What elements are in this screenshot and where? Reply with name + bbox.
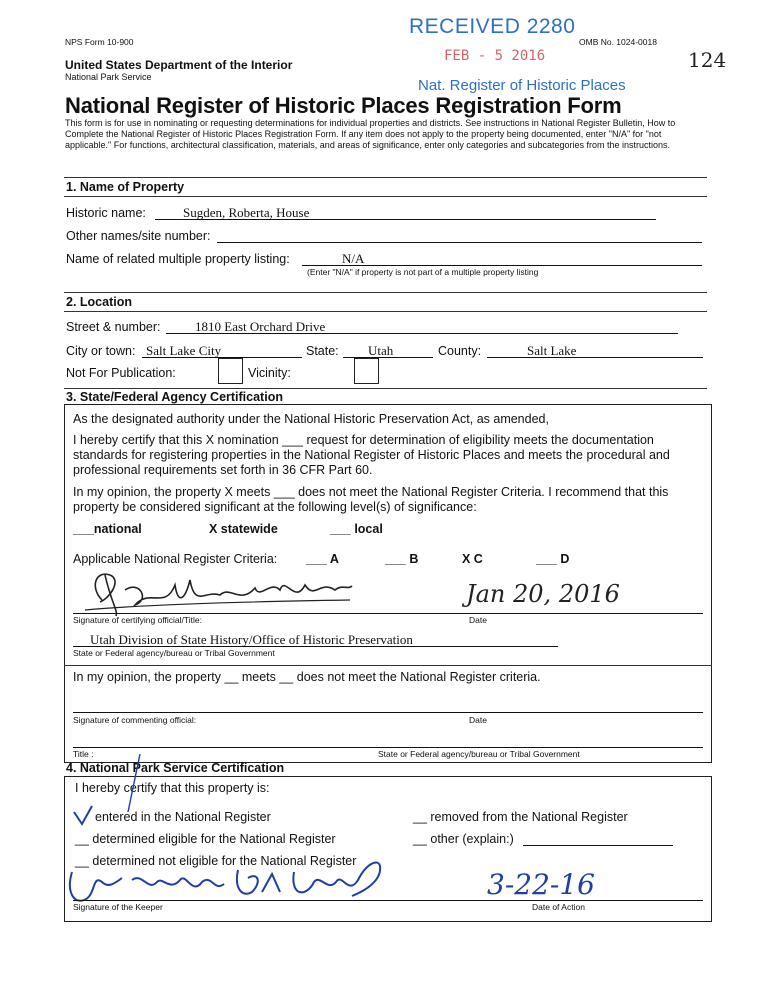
register-stamp: Nat. Register of Historic Places [418,77,626,94]
street-label: Street & number: [66,320,161,334]
criteria-a[interactable]: ___ A [306,552,339,566]
vicinity-label: Vicinity: [248,366,291,380]
historic-name-label: Historic name: [66,206,146,220]
county-label: County: [438,344,482,358]
certifying-signature-line [73,613,703,614]
section-3-heading: 3. State/Federal Agency Certification [66,390,283,404]
divider [64,665,712,666]
certification-date-handwritten: Jan 20, 2016 [466,580,620,608]
section-4-heading: 4. National Park Service Certification [66,761,285,775]
related-listing-label: Name of related multiple property listing: [66,252,290,266]
criteria-c[interactable]: X C [462,552,483,566]
keeper-label: Signature of the Keeper [73,902,163,912]
certifying-official-signature [80,560,355,620]
agency-field[interactable]: Utah Division of State History/Office of Historic Preservation [90,632,413,647]
certifying-official-label: Signature of certifying official/Title: [73,615,202,625]
not-for-publication-checkbox[interactable] [218,358,243,384]
date-of-action-label: Date of Action [532,902,585,912]
opinion-statement: In my opinion, the property X meets ___ does not meet the National Register Criteria. I recommend that this property be considered significant at the following level(s) of significance: [73,485,669,514]
city-label: City or town: [66,344,136,358]
criteria-d[interactable]: ___ D [536,552,570,566]
criteria-b[interactable]: ___ B [385,552,419,566]
received-stamp: RECEIVED 2280 [409,15,576,38]
page-number-note: 124 [688,48,727,72]
state-field[interactable]: Utah [368,343,394,358]
agency-label-2: State or Federal agency/bureau or Tribal Government [378,749,580,759]
not-for-publication-label: Not For Publication: [66,366,176,380]
city-field[interactable]: Salt Lake City [146,343,222,358]
authority-line: As the designated authority under the National Historic Preservation Act, as amended, [73,412,549,426]
divider [64,177,707,178]
department-name: United States Department of the Interior [65,58,293,72]
omb-number: OMB No. 1024-0018 [579,37,657,47]
received-date-stamp: FEB - 5 2016 [444,48,546,64]
divider [64,311,707,312]
criteria-label: Applicable National Register Criteria: [73,552,278,566]
form-title: National Register of Historic Places Registration Form [65,93,622,118]
nps-certify-line: I hereby certify that this property is: [75,781,270,795]
agency-label: State or Federal agency/bureau or Tribal Government [73,648,275,658]
divider [64,292,707,293]
other-names-line [217,242,702,243]
county-line [487,357,703,358]
section-1-heading: 1. Name of Property [66,180,185,194]
section-2-heading: 2. Location [66,295,132,309]
state-label: State: [306,344,339,358]
county-field[interactable]: Salt Lake [527,343,577,358]
other-option[interactable]: __ other (explain:) [413,832,514,846]
title-label: Title : [73,749,94,759]
historic-name-field[interactable]: Sugden, Roberta, House [183,205,310,220]
related-listing-note: (Enter "N/A" if property is not part of a multiple property listing [307,267,539,277]
other-explain-line [523,845,673,846]
vicinity-checkbox[interactable] [354,358,379,384]
date-label: Date [469,615,487,625]
agency-name: National Park Service [65,72,152,82]
form-number: NPS Form 10-900 [65,37,134,47]
commenting-signature-line [73,712,703,713]
street-field[interactable]: 1810 East Orchard Drive [195,319,326,334]
determined-not-eligible-option[interactable]: __ determined not eligible for the National Register [75,854,357,868]
commenting-official-label: Signature of commenting official: [73,715,197,725]
opinion-2-statement: In my opinion, the property __ meets __ does not meet the National Register criteria. [73,670,541,684]
agency-line [73,646,558,647]
divider [64,388,707,389]
other-names-label: Other names/site number: [66,229,211,243]
keeper-signature-line [73,900,703,901]
removed-option[interactable]: __ removed from the National Register [413,810,628,824]
related-listing-field[interactable]: N/A [342,251,365,266]
certify-statement: I hereby certify that this X nomination ___ request for determination of eligibility meets the documentation standards for registering properties in the National Register of Historic Places and meets the procedural and professional requirements set forth in 36 CFR Part 60. [73,433,670,477]
date-label-2: Date [469,715,487,725]
determined-eligible-option[interactable]: __ determined eligible for the National Register [75,832,336,846]
divider [64,196,707,197]
entered-option[interactable]: entered in the National Register [95,810,271,824]
level-local[interactable]: ___ local [330,522,383,536]
action-date-handwritten: 3-22-16 [487,868,595,901]
level-national[interactable]: ___national [73,522,142,536]
level-statewide[interactable]: X statewide [209,522,278,536]
title-line [73,747,703,748]
form-instructions: This form is for use in nominating or requesting determinations for individual properties and districts. See instructions in National Register Bulletin, How to Complete the National Register of Historic Places Registration Form. If any item does not apply to the property being documented, enter "N/A" for "not applicable." For functions, architectural classification, materials, and areas of significance, enter only categories and subcategories from the instructions. [65,118,676,150]
